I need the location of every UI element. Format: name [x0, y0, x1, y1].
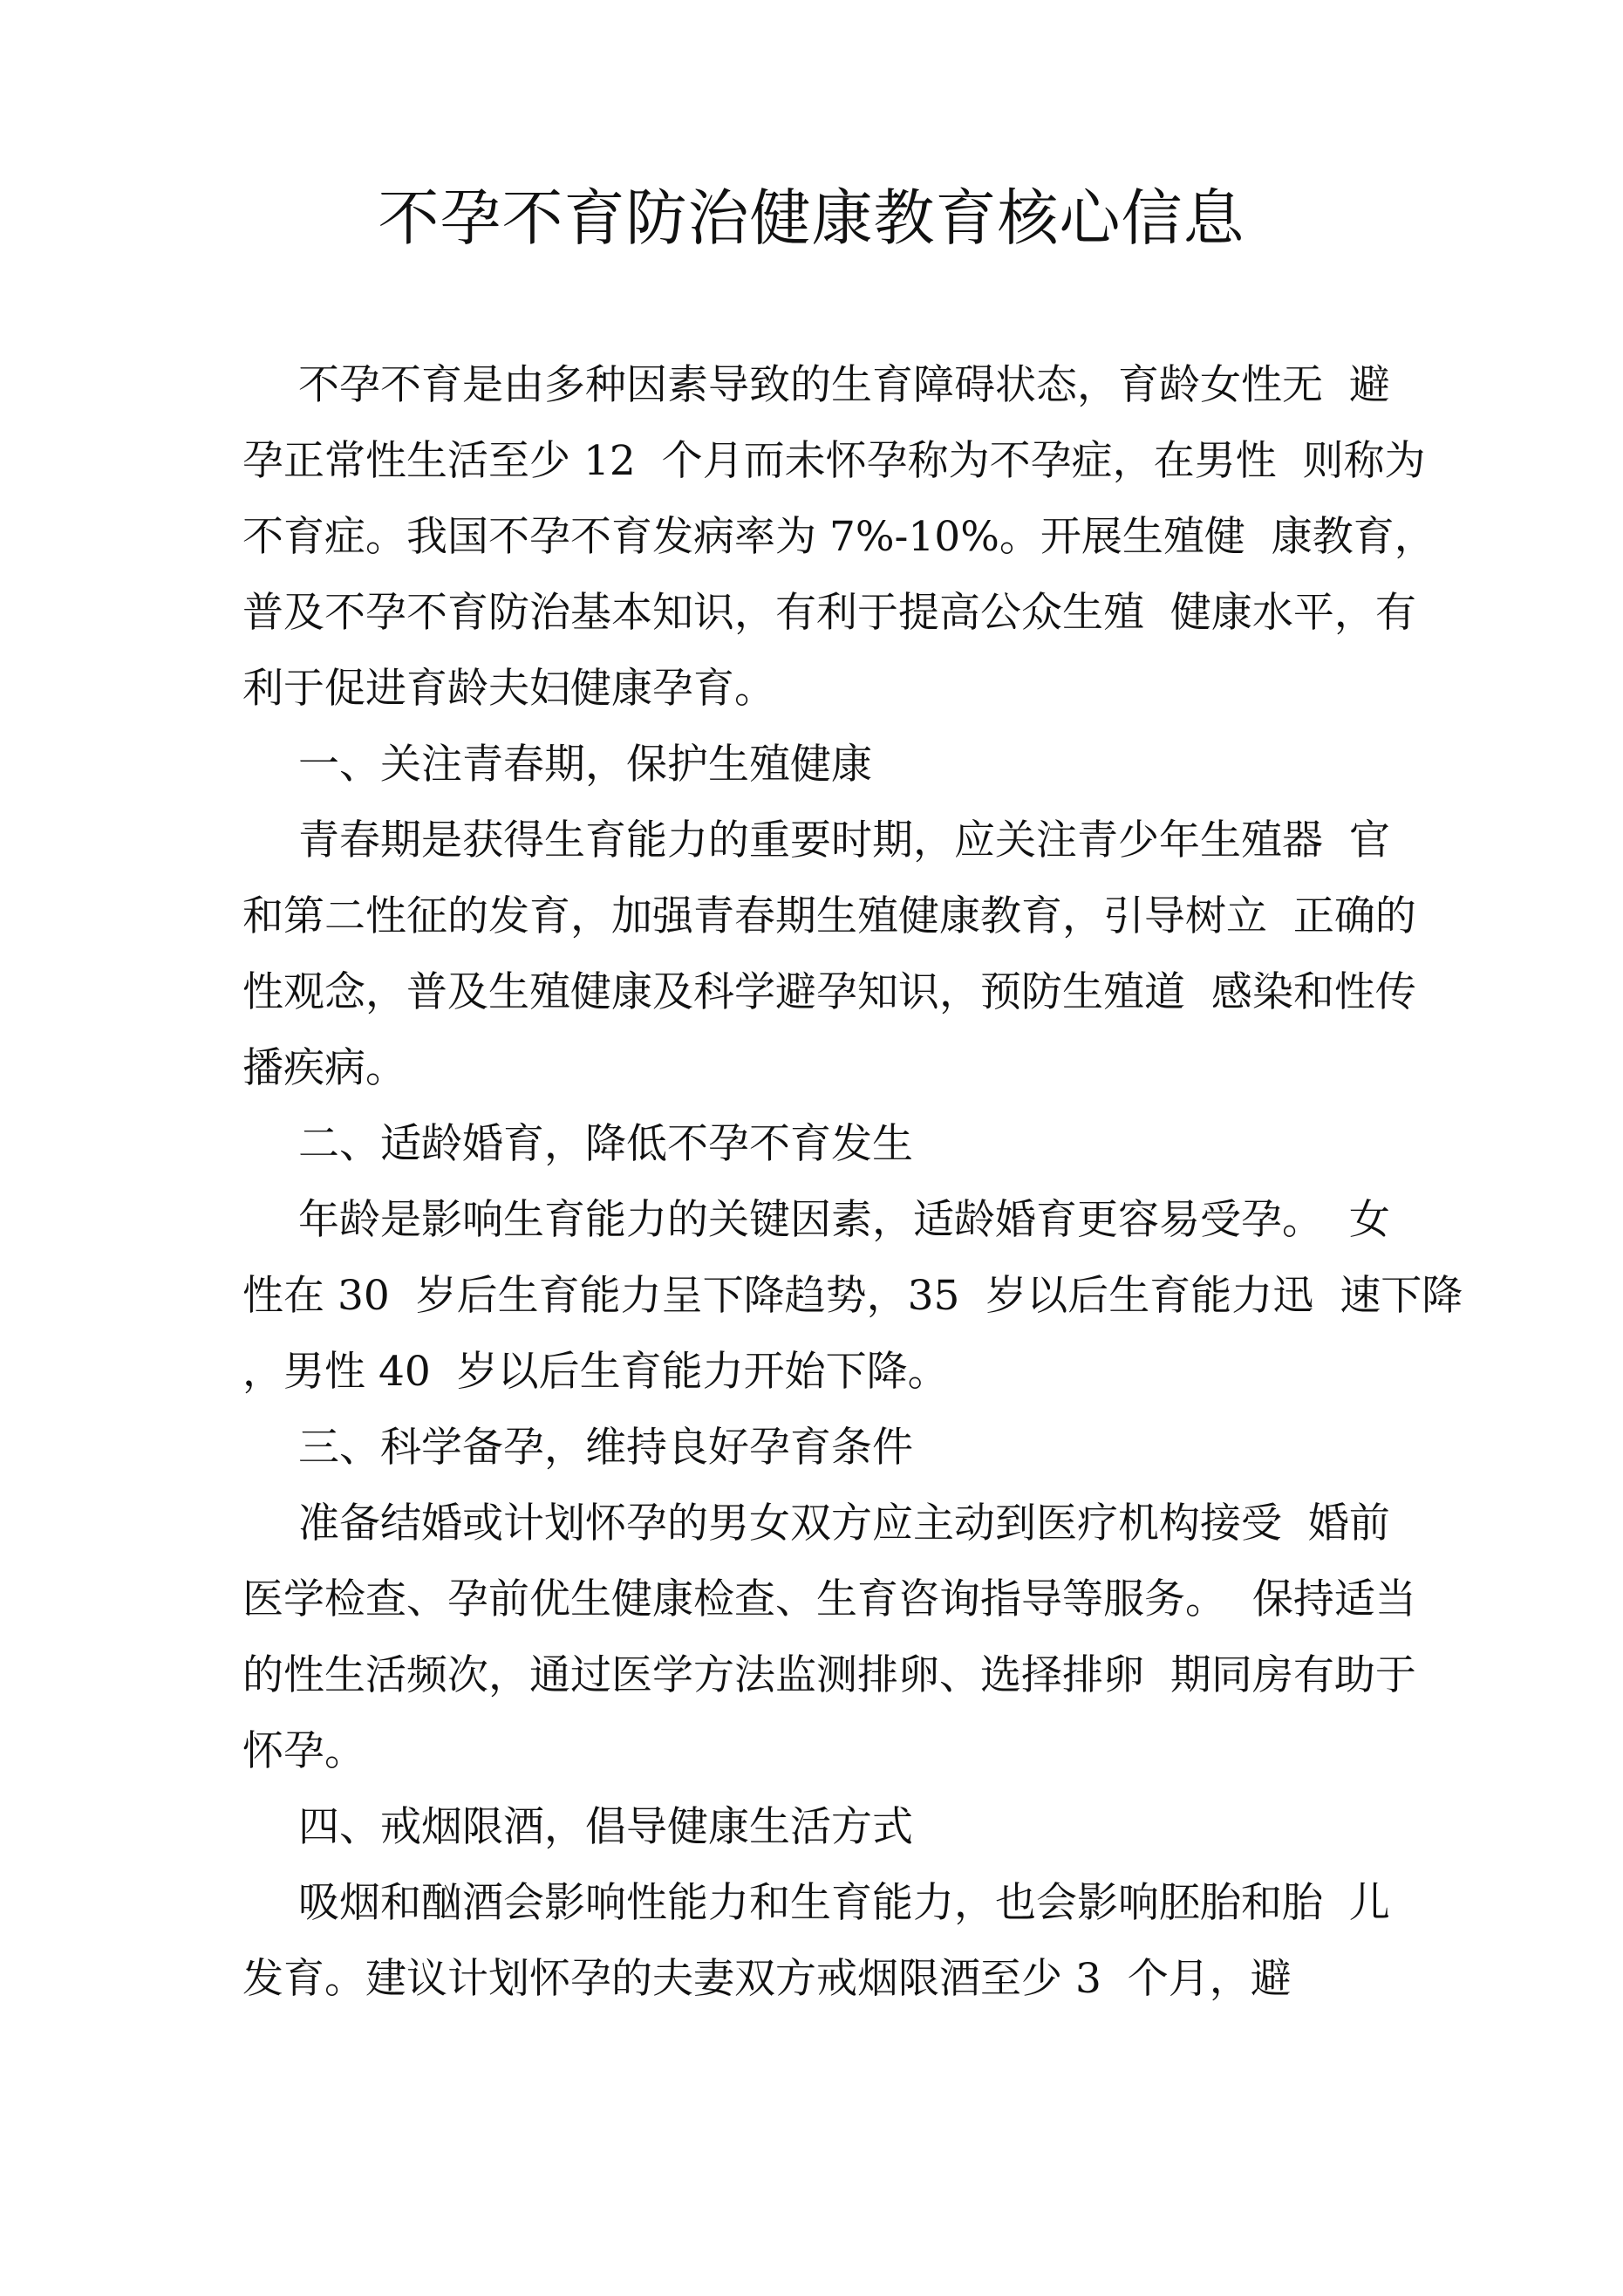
text-line: 和第二性征的发育，加强青春期生殖健康教育，引导树立 正确的	[242, 892, 1416, 940]
text-line: ，男性 40 岁以后生育能力开始下降。	[242, 1348, 949, 1396]
text-line: 青春期是获得生育能力的重要时期，应关注青少年生殖器 官	[298, 817, 1390, 864]
text-line: 普及不孕不育防治基本知识，有利于提高公众生殖 健康水平，有	[242, 589, 1416, 637]
text-line: 四、戒烟限酒，倡导健康生活方式	[298, 1803, 913, 1851]
document-body	[242, 347, 1463, 2017]
text-line: 播疾病。	[242, 1044, 406, 1092]
text-line: 不育症。我国不孕不育发病率为 7%-10%。开展生殖健 康教育，	[242, 513, 1435, 561]
text-line: 二、适龄婚育，降低不孕不育发生	[298, 1120, 913, 1168]
text-line: 医学检查、孕前优生健康检查、生育咨询指导等服务。 保持适当	[242, 1575, 1416, 1623]
text-line: 准备结婚或计划怀孕的男女双方应主动到医疗机构接受 婚前	[298, 1500, 1390, 1548]
text-line: 性观念，普及生殖健康及科学避孕知识，预防生殖道 感染和性传	[242, 968, 1416, 1016]
text-line: 一、关注青春期，保护生殖健康	[298, 741, 872, 789]
text-line: 发育。建议计划怀孕的夫妻双方戒烟限酒至少 3 个月，避	[242, 1955, 1292, 2003]
document-title: 不孕不育防治健康教育核心信息	[378, 182, 1245, 254]
text-line: 年龄是影响生育能力的关键因素，适龄婚育更容易受孕。 女	[298, 1196, 1390, 1244]
text-line: 的性生活频次，通过医学方法监测排卵、选择排卵 期同房有助于	[242, 1651, 1416, 1699]
text-line: 孕正常性生活至少 12 个月而未怀孕称为不孕症，在男性 则称为	[242, 437, 1426, 485]
text-line: 怀孕。	[242, 1727, 365, 1775]
text-line: 不孕不育是由多种因素导致的生育障碍状态，育龄女性无 避	[298, 361, 1390, 409]
text-line: 性在 30 岁后生育能力呈下降趋势，35 岁以后生育能力迅 速下降	[242, 1272, 1463, 1320]
text-line: 三、科学备孕，维持良好孕育条件	[298, 1424, 913, 1472]
text-line: 吸烟和酗酒会影响性能力和生育能力，也会影响胚胎和胎 儿	[298, 1879, 1390, 1927]
text-line: 利于促进育龄夫妇健康孕育。	[242, 665, 775, 713]
